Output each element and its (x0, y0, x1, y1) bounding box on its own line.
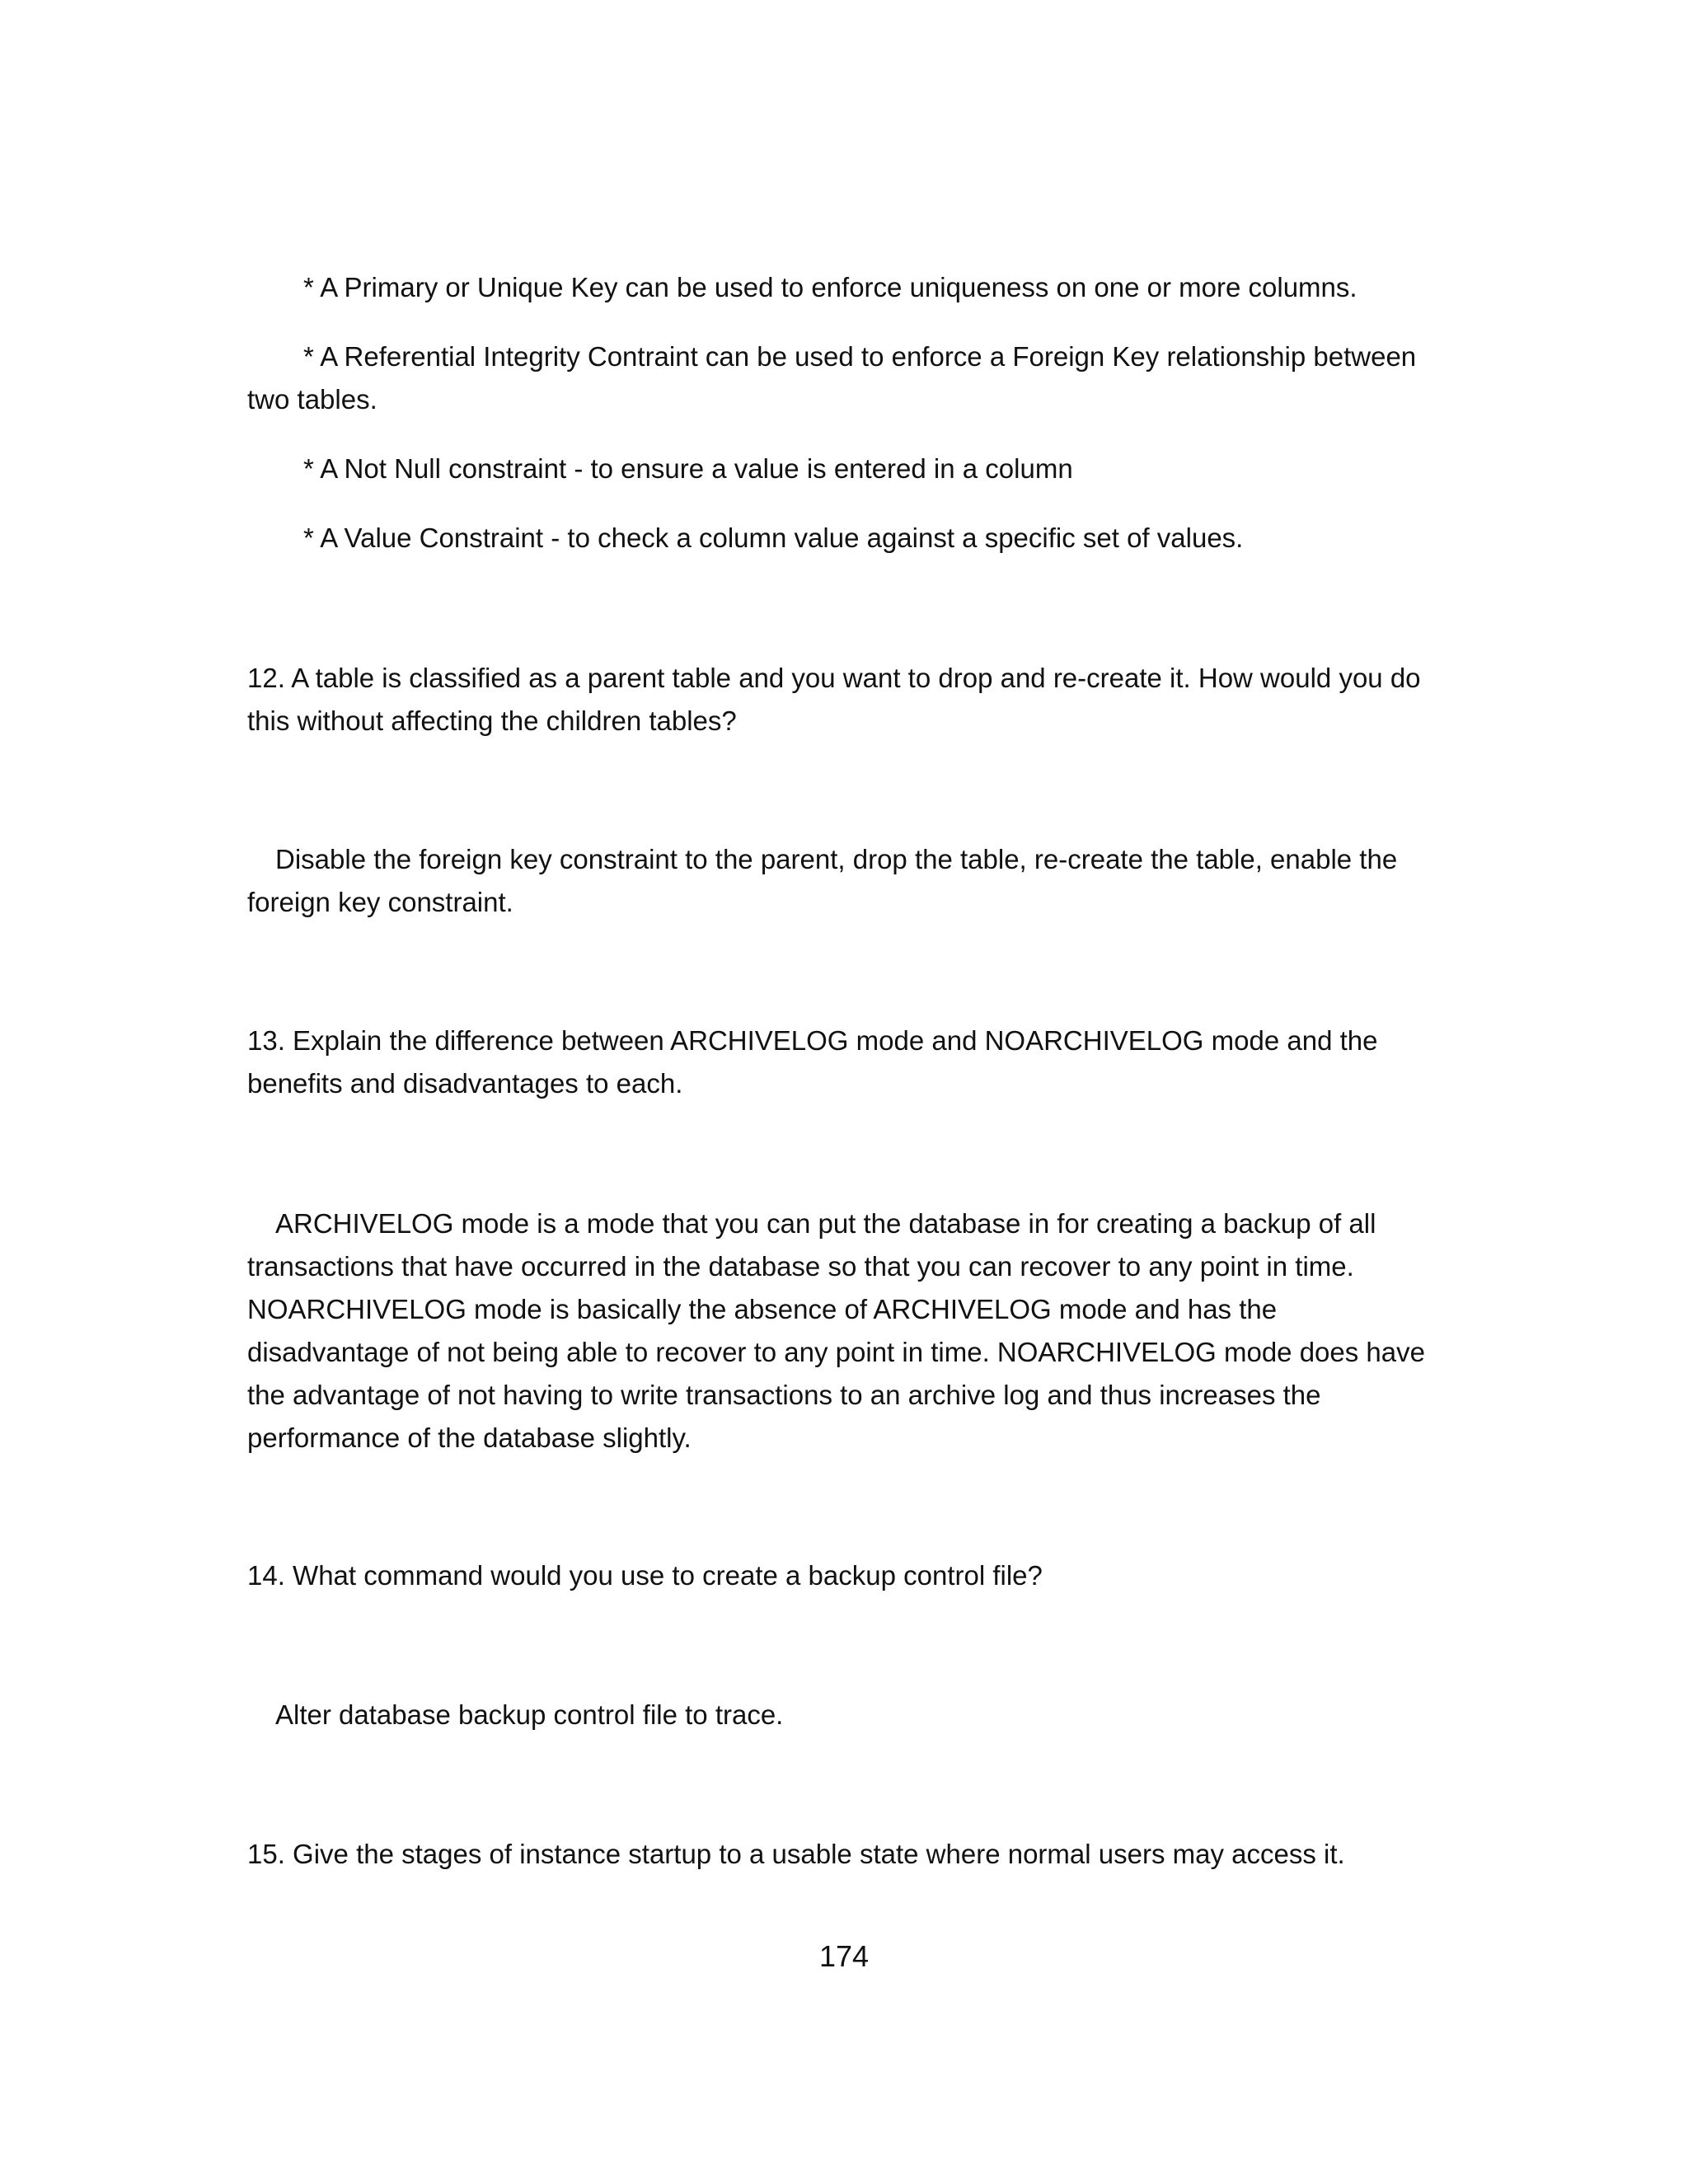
question-13: 13. Explain the difference between ARCHIVELOG mode and NOARCHIVELOG mode and the benefits and disadvantages to each. (247, 1025, 1378, 1099)
answer-13: ARCHIVELOG mode is a mode that you can put the database in for creating a backup of all transactions that have occurred in the database so that you can recover to any point in time. NOARCHIVELOG mode is basically the absence of ARCHIVELOG mode and has the disadvantage of not being able to recover to any point in time. NOARCHIVELOG mode does have the advantage of not having to write transactions to an archive log and thus increases the performance of the database slightly. (247, 1208, 1425, 1453)
answer-12: Disable the foreign key constraint to the parent, drop the table, re-create the table, enable the foreign key constraint. (247, 844, 1398, 917)
bullet-value-constraint: * A Value Constraint - to check a column value against a specific set of values. (303, 523, 1244, 553)
bullet-referential-integrity: * A Referential Integrity Contraint can be used to enforce a Foreign Key relationship between two tables. (247, 341, 1417, 415)
answer-14: Alter database backup control file to trace. (275, 1699, 784, 1730)
question-15: 15. Give the stages of instance startup to a usable state where normal users may access it. (247, 1839, 1345, 1869)
bullet-primary-unique-key: * A Primary or Unique Key can be used to enforce uniqueness on one or more columns. (303, 272, 1357, 302)
question-14: 14. What command would you use to create a backup control file? (247, 1560, 1043, 1591)
question-12: 12. A table is classified as a parent table and you want to drop and re-create it. How would you do this without affecting the children tables? (247, 663, 1421, 736)
bullet-not-null: * A Not Null constraint - to ensure a value is entered in a column (303, 453, 1073, 484)
page-number: 174 (818, 1939, 870, 1973)
